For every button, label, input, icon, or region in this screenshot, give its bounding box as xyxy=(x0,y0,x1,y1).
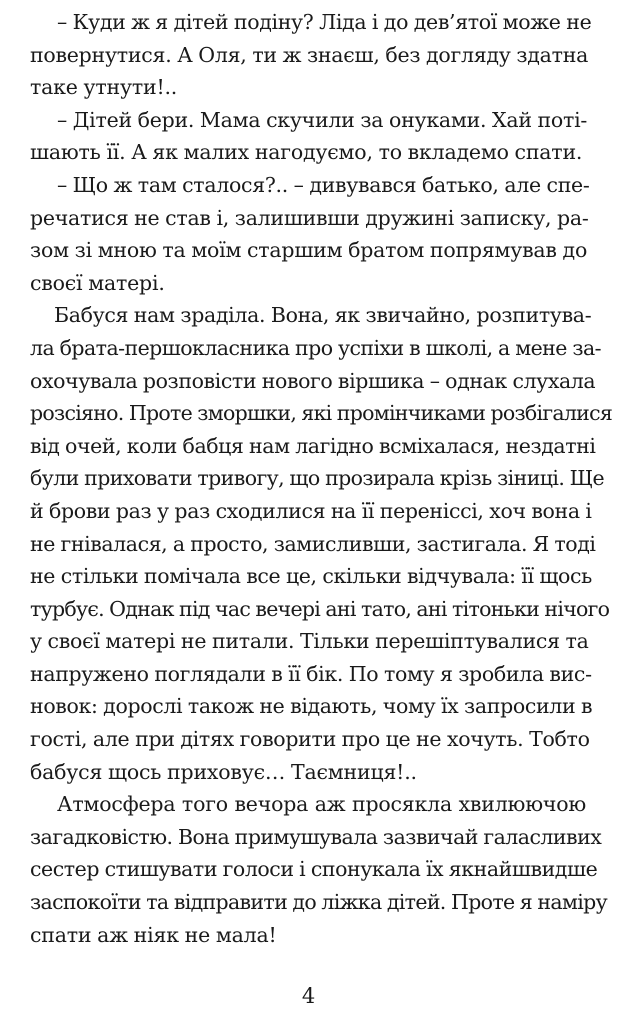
text-line: не гнівалася, а просто, замисливши, застигала. Я тоді xyxy=(30,531,596,556)
text-line: від очей, коли бабця нам лагідно всміхалася, нездатні xyxy=(30,433,596,458)
text-line: – Дітей бери. Мама скучили за онуками. Хай поті- xyxy=(57,107,588,132)
text-line: речатися не став і, залишивши дружині записку, ра- xyxy=(30,205,589,230)
text-line: – Куди ж я дітей подіну? Ліда і до дев’ятої може не xyxy=(57,10,592,34)
text-line: своєї матері. xyxy=(30,270,165,295)
text-line: Атмосфера того вечора аж просякла хвилюючою xyxy=(57,792,586,817)
text-line: спати аж ніяк не мала! xyxy=(30,922,277,947)
text-line: сестер стишувати голоси і спонукала їх якнайшвидше xyxy=(30,857,598,882)
text-line: охочувала розповісти нового віршика – однак слухала xyxy=(30,368,596,393)
text-line: зом зі мною та моїм старшим братом попрямував до xyxy=(30,238,588,263)
paragraph-grandmother xyxy=(30,299,613,788)
paragraph-atmosphere xyxy=(30,788,607,951)
text-line: новок: дорослі також не відають, чому їх запросили в xyxy=(30,694,593,719)
text-line: заспокоїти та відправити до ліжка дітей. Проте я наміру xyxy=(30,890,607,915)
text-line: – Що ж там сталося?.. – дивувався батько, але спе- xyxy=(57,172,590,197)
text-line: шають її. А як малих нагодуємо, то вкладемо спати. xyxy=(30,140,583,165)
text-line: й брови раз у раз сходилися на її переніссі, хоч вона і xyxy=(30,498,592,523)
text-line: турбує. Однак під час вечері ані тато, ані тітоньки нічого xyxy=(30,596,610,621)
text-line: напружено поглядали в її бік. По тому я зробила вис- xyxy=(30,661,592,686)
text-line: у своєї матері не питали. Тільки перешіптувалися та xyxy=(30,629,589,654)
text-line: Бабуся нам зраділа. Вона, як звичайно, розпитува- xyxy=(54,303,592,328)
text-line: не стільки помічала все це, скільки відчувала: її щось xyxy=(30,564,592,589)
page-number: 4 xyxy=(301,984,316,1008)
text-line: ла брата-першокласника про успіхи в школі, а мене за- xyxy=(30,335,602,360)
paragraph-dialogue-3 xyxy=(30,169,590,299)
text-line: загадковістю. Вона примушувала зазвичай галасливих xyxy=(30,824,602,849)
text-line: були приховати тривогу, що прозирала крізь зіниці. Ще xyxy=(30,466,605,491)
paragraph-dialogue-1 xyxy=(30,6,592,104)
text-line: бабуся щось приховує… Таємниця!.. xyxy=(30,759,417,784)
paragraph-dialogue-2 xyxy=(30,104,586,169)
text-line: гості, але при дітях говорити про це не хочуть. Тобто xyxy=(30,727,590,752)
text-line: розсіяно. Проте зморшки, які промінчиками розбігалися xyxy=(30,401,613,426)
text-line: повернутися. А Оля, ти ж знаєш, без догляду здатна xyxy=(30,42,589,67)
text-line: таке утнути!.. xyxy=(30,75,178,100)
body-text xyxy=(30,6,613,951)
